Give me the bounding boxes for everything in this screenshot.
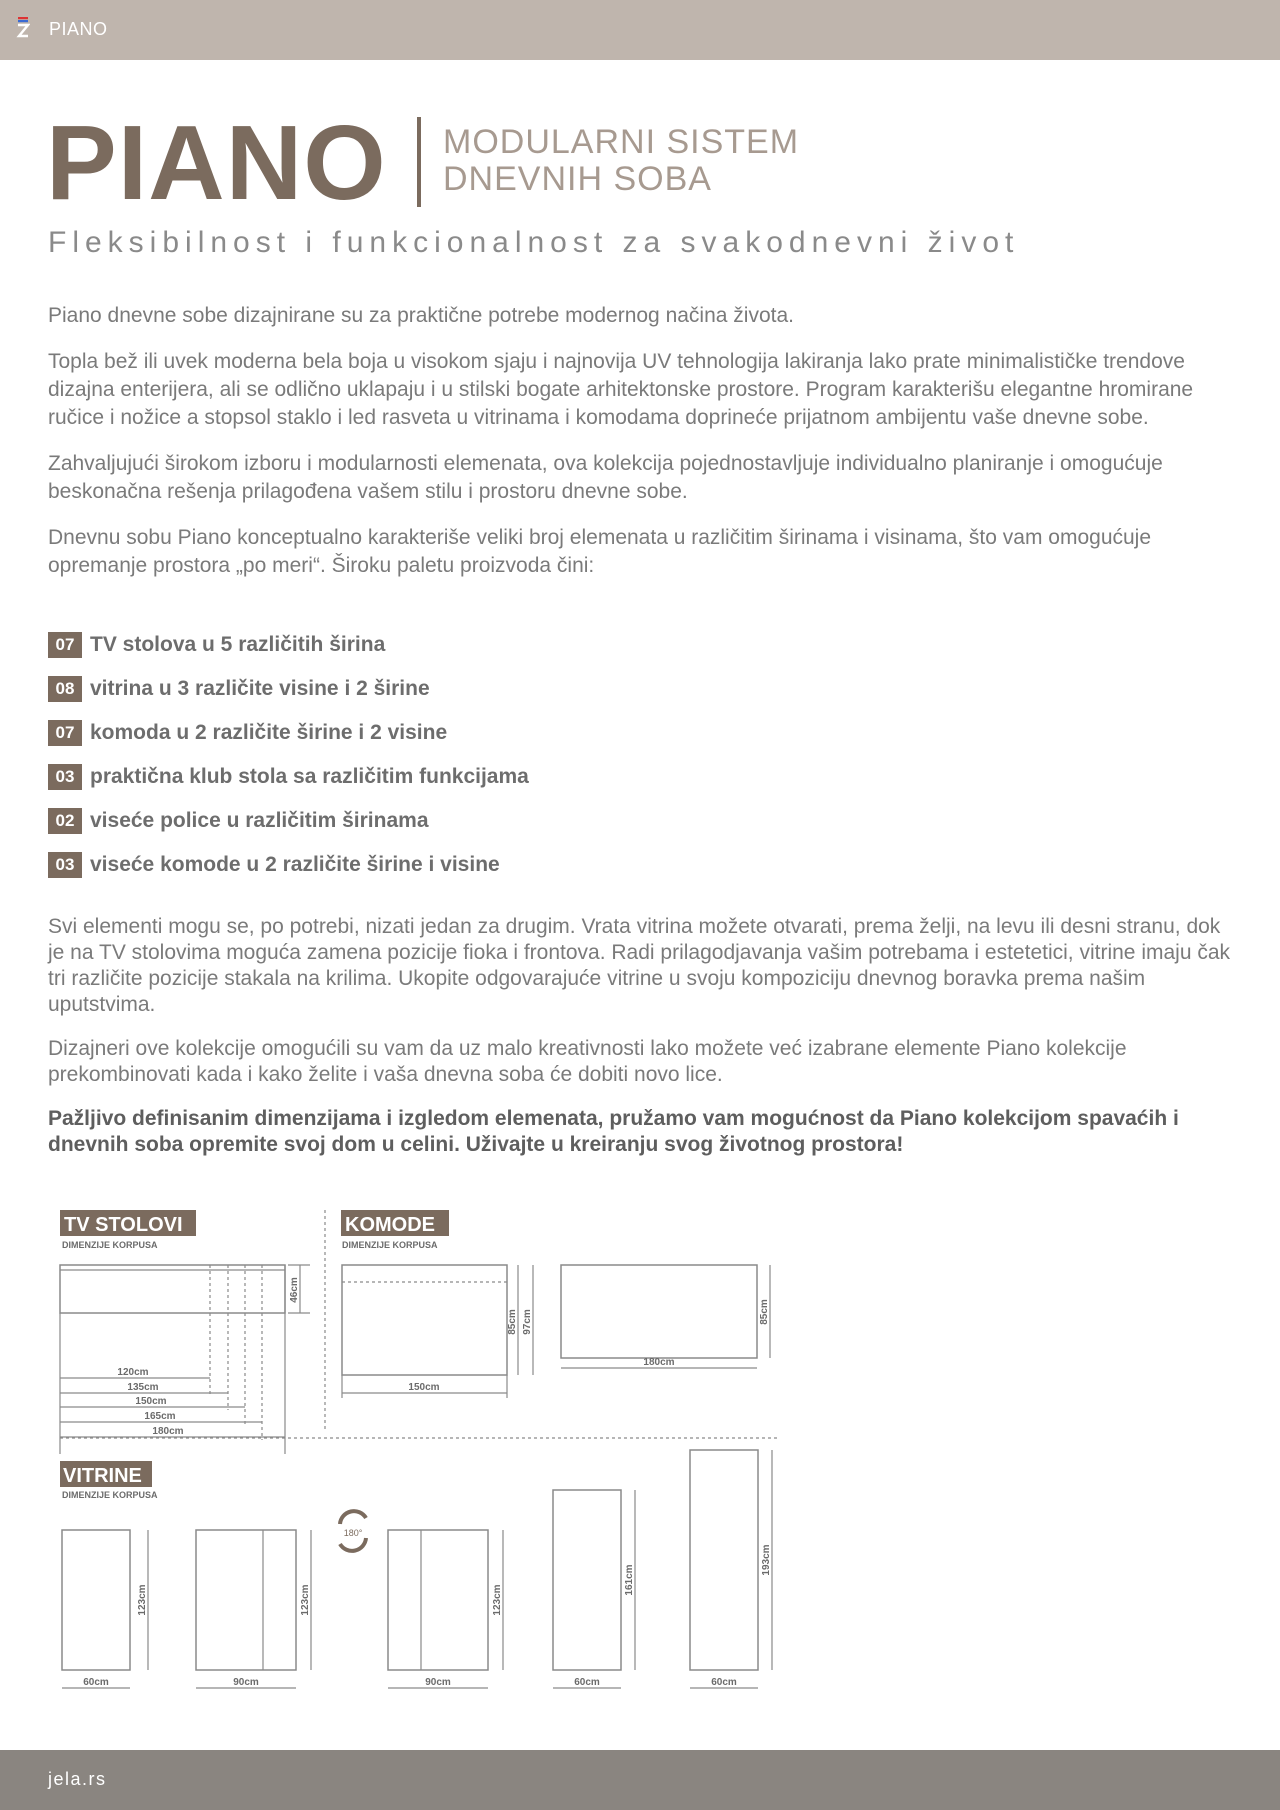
feature-label: viseće komode u 2 različite širine i visine [90,853,500,876]
dimension-label: 60cm [711,1677,737,1688]
intro-paragraph: Piano dnevne sobe dizajnirane su za praktične potrebe modernog načina života. [48,304,794,327]
outro-paragraph: Svi elementi mogu se, po potrebi, nizati jedan za drugim. Vrata vitrina možete otvarati, prema želji, na levu ili desni stranu, dok je na TV stolovima moguća zamena pozicije fioka i frontova. Radi prilagodjavanja vašim potrebama i estetetici, vitrine imaju čak tri različite pozicije stakala na krilima. Ukopite odgovarajuće vitrine u svoju kompoziciju dnevnog boravka prema našim uputstvima. [48,915,1231,1016]
dimension-label: 150cm [408,1382,440,1393]
feature-count-badge: 07 [48,720,82,746]
feature-count-badge: 08 [48,676,82,702]
komode-section-title: KOMODE [345,1214,435,1236]
dimension-label: 85cm [507,1309,518,1335]
feature-item [48,676,529,702]
dimension-label: 161cm [624,1564,635,1596]
feature-list [48,632,529,896]
dimensions-diagram [48,1200,788,1700]
dimension-label: 123cm [300,1584,311,1616]
dimension-label: 85cm [759,1299,770,1325]
feature-label: viseće police u različitim širinama [90,809,429,832]
closing-paragraph: Pažljivo definisanim dimenzijama i izgledom elemenata, pružamo vam mogućnost da Piano kolekcijom spavaćih i dnevnih soba opremite svoj dom u celini. Uživajte u kreiranju svog životnog prostora! [48,1107,1179,1156]
feature-count-badge: 02 [48,808,82,834]
intro-paragraph: Dnevnu sobu Piano konceptualno karakteriše veliki broj elemenata u različitim širinama i visinama, što vam omogućuje opremanje prostora „po meri“. Široku paletu proizvoda čini: [48,526,1152,577]
dimension-label: 123cm [492,1584,503,1616]
rotate-label: 180° [343,1528,363,1538]
tv-section-subtitle: DIMENZIJE KORPUSA [62,1240,158,1250]
tagline: Fleksibilnost i funkcionalnost za svakodnevni život [48,226,1020,259]
dimension-label: 123cm [137,1584,148,1616]
brand-name: PIANO [46,104,387,222]
brand-subtitle-line-2: DNEVNIH SOBA [443,160,712,198]
feature-count-badge: 03 [48,852,82,878]
vitrina-outline [62,1530,130,1670]
tv-section-title: TV STOLOVI [64,1214,183,1236]
vitrina-outline [388,1530,488,1670]
dimension-label: 165cm [144,1411,176,1422]
komode-section-subtitle: DIMENZIJE KORPUSA [342,1240,438,1250]
feature-item [48,764,529,790]
dimension-label: 193cm [761,1544,772,1576]
header-title: PIANO [49,19,108,39]
feature-label: praktična klub stola sa različitim funkcijama [90,765,529,788]
dimension-label: 90cm [425,1677,451,1688]
vitrina-outline [553,1490,621,1670]
brand-subtitle-line-1: MODULARNI SISTEM [443,123,800,161]
feature-count-badge: 07 [48,632,82,658]
komoda-180-outline [561,1265,757,1358]
brand-logo-icon [16,17,30,39]
vitrina-outline [196,1530,296,1670]
brand-divider [417,117,421,207]
intro-paragraph: Topla bež ili uvek moderna bela boja u visokom sjaju i najnovija UV tehnologija lakiranja lako prate minimalističke trendove dizajna enterijera, ali se odlično uklapaju i u stilski bogate arhitektonske prostore. Program karakterišu elegantne hromirane ručice i nožice a stopsol staklo i led rasveta u vitrinama i komodama doprineće prijatnom ambijentu vaše dnevne sobe. [48,350,1194,429]
dimension-label: 180cm [152,1426,184,1437]
vitrina-outline [690,1450,758,1670]
top-bar [0,0,1280,60]
dimension-label: 60cm [574,1677,600,1688]
feature-item [48,720,529,746]
feature-item [48,808,529,834]
dimension-label: 150cm [135,1396,167,1407]
footer-bar [0,1750,1280,1810]
brand-subtitle [443,124,799,198]
feature-item [48,852,529,878]
feature-count-badge: 03 [48,764,82,790]
footer-url[interactable]: jela.rs [48,1769,107,1789]
intro-paragraph: Zahvaljujući širokom izboru i modularnosti elemenata, ova kolekcija pojednostavljuje individualno planiranje i omogućuje beskonačna rešenja prilagođena vašem stilu i prostoru dnevne sobe. [48,452,1163,503]
dimension-label: 135cm [127,1382,159,1393]
dimension-label: 46cm [289,1277,300,1303]
outro-paragraph: Dizajneri ove kolekcije omogućili su vam da uz malo kreativnosti lako možete već izabrane elemente Piano kolekcije prekombinovati kada i kako želite i vaša dnevna soba će dobiti novo lice. [48,1037,1127,1086]
dimension-label: 180cm [643,1357,675,1368]
vitrine-section-title: VITRINE [63,1465,142,1487]
feature-label: vitrina u 3 različite visine i 2 širine [90,677,430,700]
dimension-label: 90cm [233,1677,259,1688]
dimension-label: 60cm [83,1677,109,1688]
dimension-label: 97cm [522,1309,533,1335]
feature-item [48,632,529,658]
dimension-label: 120cm [117,1367,149,1378]
feature-label: komoda u 2 različite širine i 2 visine [90,721,448,744]
vitrine-section-subtitle: DIMENZIJE KORPUSA [62,1490,158,1500]
intro-text [48,302,1238,598]
outro-text [48,914,1238,1176]
tv-stand-outline [60,1265,285,1313]
feature-label: TV stolova u 5 različitih širina [90,633,386,656]
